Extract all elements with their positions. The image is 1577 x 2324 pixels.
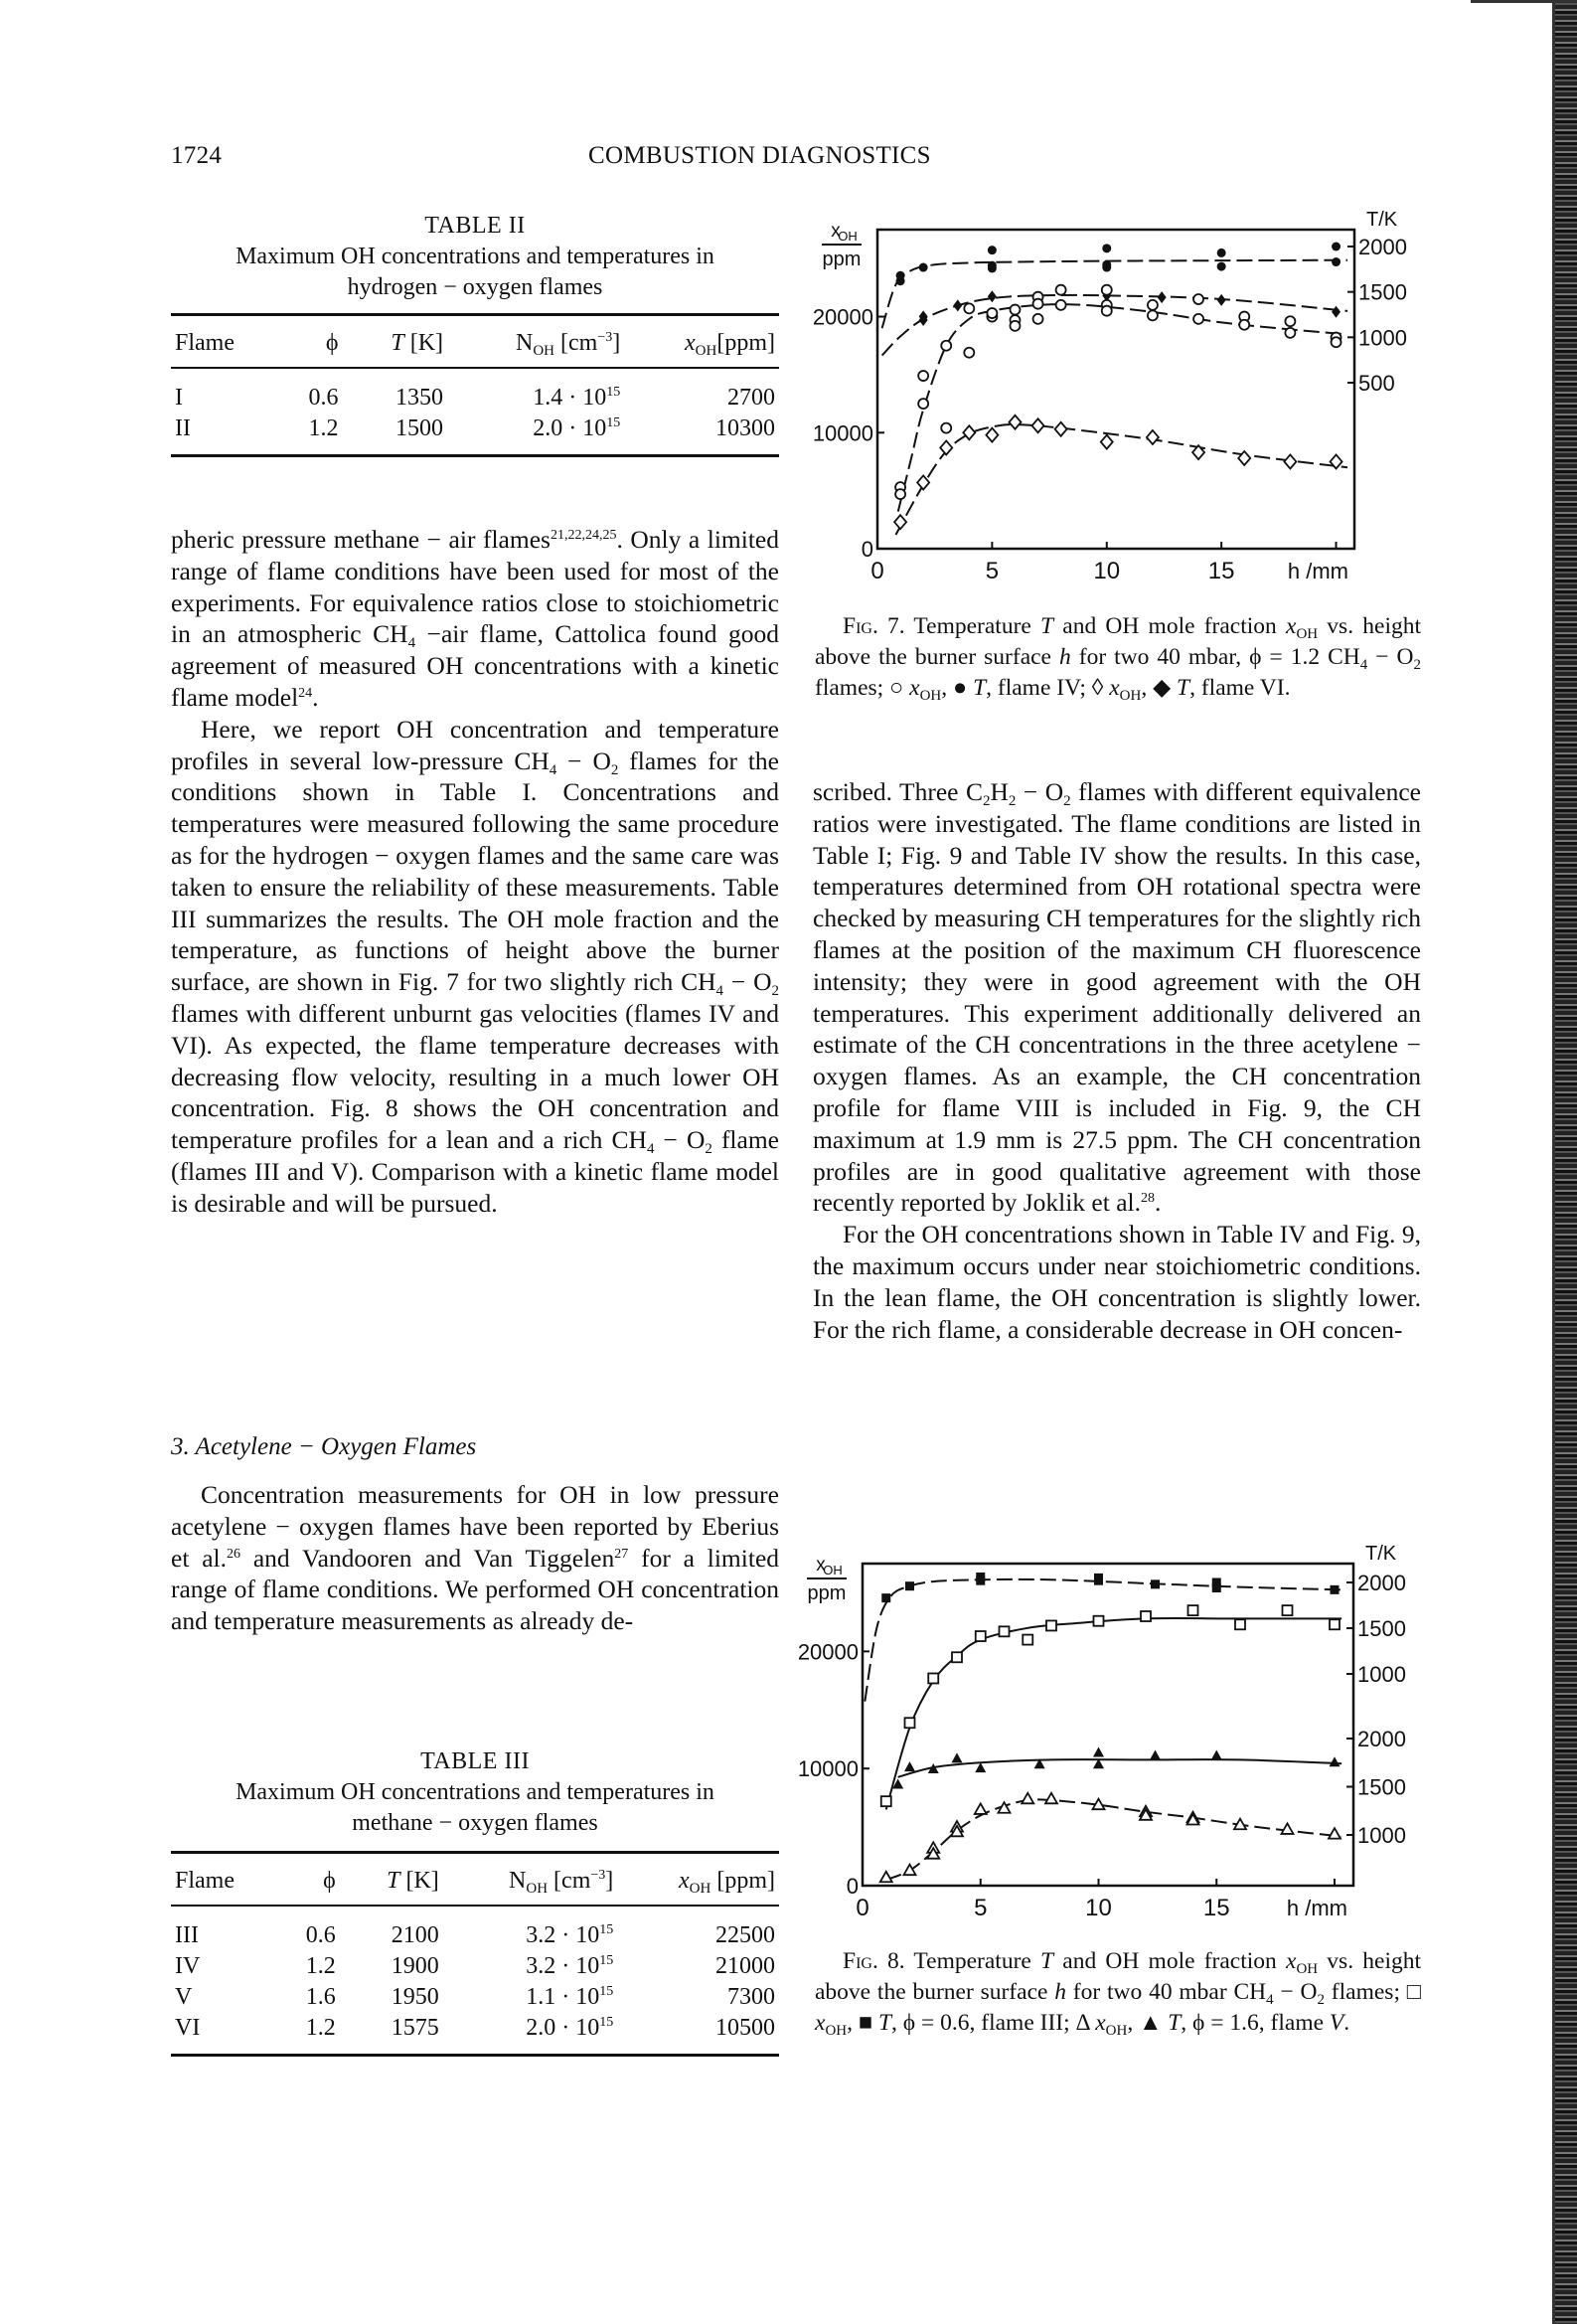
col-phi: ϕ [277,315,353,369]
open-circle-marker [1010,321,1020,331]
open-diamond-marker [963,425,975,439]
open-square-marker [1141,1611,1151,1621]
paragraph: scribed. Three $C_2H_2 - O_2$ flames with different equivalence ratios were investigated. The flame conditions are listed in Table I; Fig. 9 and Table IV show the results. In this case, temperatures determined from OH rotational spectra were checked by measuring CH temperatures for the slightly rich flames at the position of the maximum CH fluorescence intensity; they were in good agreement with the OH temperatures. This experiment additionally delivered an estimate of the CH concentrations in the three acetylene − oxygen flames. As an example, the CH concentration profile for flame VIII is included in Fig. 9, the CH maximum at 1.9 mm is 27.5 ppm. The CH concentration profiles are in good qualitative agreement with those recently reported by Joklik et al.$^{28}$. [813,777,1421,1218]
x-tick-label: 15 [1202,1895,1230,1921]
open-circle-marker [987,308,997,318]
open-triangle-marker [1329,1828,1340,1839]
y2-axis-label: T/K [1365,1543,1397,1565]
table-iii-label: TABLE III [420,1748,530,1774]
open-circle-marker [1148,310,1158,320]
filled-diamond-marker [1158,291,1167,303]
table-ii-grid [171,313,779,457]
open-square-marker [1283,1605,1293,1615]
y-tick-label: 20000 [797,1639,859,1665]
fit-curve [886,1799,1341,1880]
cell-x-oh: 7300 [727,1984,775,2010]
cell-temperature: 1500 [353,414,448,456]
open-triangle-marker [1045,1793,1057,1804]
filled-circle-marker [988,246,997,254]
open-diamond-marker [1284,454,1296,468]
y-tick-label: 0 [861,537,873,562]
x-tick-label: 10 [1085,1895,1112,1921]
series-x-oh-flame-vi [894,415,1347,535]
table-iii [171,1746,779,2057]
y2-tick-label: 1500 [1357,1616,1406,1641]
open-diamond-marker [940,440,952,454]
open-circle-marker [1033,314,1043,324]
open-diamond-marker [1032,418,1044,432]
table-row [171,368,779,414]
cell-n-oh: $1.4 \cdot 10^{15}$ [533,385,621,411]
table-ii-label: TABLE II [424,213,526,239]
cell-temperature: 1950 [391,1984,439,2010]
open-square-marker [1000,1626,1010,1636]
cell-x-oh: 22500 [715,1922,775,1948]
open-circle-marker [1285,328,1295,338]
cell-phi: 1.2 [305,1953,336,1979]
cell-temperature: 2100 [391,1922,439,1948]
cell-phi: 1.6 [305,1984,336,2010]
open-circle-marker [1193,294,1203,304]
col-flame: Flame [171,315,277,369]
open-circle-marker [1056,300,1066,310]
filled-triangle-marker [1211,1749,1222,1759]
scan-top-edge [1471,0,1577,3]
open-circle-marker [941,341,951,351]
open-diamond-marker [1101,435,1113,449]
filled-diamond-marker [988,290,997,302]
figure-8-caption: Fig. 8. Temperature T and OH mole fraction $x_{OH}$ vs. height above the burner surface h for two 40 mbar $CH_4 - O_2$ flames; □ $x_{OH}$, ■ T, ϕ = 0.6, flame III; Δ $x_{OH}$, ▲ T, ϕ = 1.6, flame V. [815,1948,1422,2039]
open-circle-marker [1010,305,1020,315]
filled-diamond-marker [1332,306,1340,318]
open-circle-marker [1148,300,1158,310]
x-tick-label: 10 [1093,558,1121,584]
y2-tick-label: 2000 [1357,1571,1406,1595]
cell-flame: IV [175,1953,201,1979]
table-iii-title-line1: Maximum OH concentrations and temperatures in [236,1779,714,1805]
col-temperature: T [K] [353,315,448,369]
open-square-marker [952,1652,962,1662]
x-tick-label: 5 [985,558,1000,584]
table-iii-title-line2: methane − oxygen flames [352,1810,598,1836]
filled-circle-marker [1217,249,1226,257]
open-triangle-marker [904,1865,916,1876]
open-circle-marker [964,348,974,358]
open-square-marker [905,1718,915,1728]
series-x-oh-flame-iv [895,285,1342,512]
cell-n-oh: $2.0 \cdot 10^{15}$ [447,414,624,456]
open-circle-marker [1285,316,1295,326]
open-circle-marker [1102,285,1112,295]
paragraph: Here, we report OH concentration and temperature profiles in several low-pressure $CH_4 - O_2$ flames for the conditions shown in Table I. Concentrations and temperatures were measured following the same procedure as for the hydrogen − oxygen flames and the same care was taken to ensure the reliability of these measurements. Table III summarizes the results. The OH mole fraction and the temperature, as functions of height above the burner surface, are shown in Fig. 7 for two slightly rich $CH_4 - O_2$ flames with different unburnt gas velocities (flames IV and VI). As expected, the flame temperature decreases with decreasing flow velocity, resulting in a much lower OH concentration. Fig. 8 shows the OH concentration and temperature profiles for a lean and a rich $CH_4 - O_2$ flame (flames III and V). Comparison with a kinetic flame model is desirable and will be pursued. [171,714,780,1218]
open-square-marker [1094,1616,1104,1626]
filled-diamond-marker [953,299,962,311]
y2-tick-label: 1000 [1357,1662,1406,1687]
y-tick-label: 20000 [812,304,873,330]
y-axis-label-bottom: ppm [807,1582,847,1604]
open-square-marker [881,1796,891,1806]
y-tick-label: 10000 [812,420,873,446]
x-tick-label: 15 [1207,558,1235,584]
col-x-oh: $x_{OH}$ [ppm] [617,1853,779,1907]
col-n-oh: $N_{OH}$ $[cm^{-3}]$ [443,1853,617,1907]
x-tick-label: 5 [974,1895,988,1921]
open-diamond-marker [1055,422,1067,436]
fit-curve [898,1759,1342,1777]
filled-circle-marker [1217,262,1226,271]
open-circle-marker [1102,306,1112,316]
y2-tick-label: 2000 [1358,235,1407,259]
open-triangle-marker [1282,1823,1294,1834]
col-temperature: T [K] [350,1853,443,1907]
cell-x-oh: 10300 [624,414,779,456]
table-row [171,2013,779,2056]
open-triangle-marker [975,1803,987,1814]
filled-circle-marker [1332,243,1340,251]
series-t-flame-v [892,1747,1341,1789]
table-ii [171,211,779,457]
running-head-title: COMBUSTION DIAGNOSTICS [588,142,931,169]
page-number: 1724 [171,142,223,169]
cell-n-oh: $2.0 \cdot 10^{15}$ [443,2013,617,2056]
filled-square-marker [1331,1585,1340,1594]
open-square-marker [1023,1635,1032,1645]
y-axis-label-top: x [816,1555,826,1576]
series-x-oh-flame-iii [881,1605,1341,1809]
open-circle-marker [941,423,951,433]
filled-triangle-marker [952,1752,963,1762]
open-circle-marker [1332,337,1341,347]
filled-circle-marker [988,263,997,272]
filled-triangle-marker [1093,1747,1104,1757]
filled-square-marker [976,1577,985,1585]
paragraph: For the OH concentrations shown in Table IV and Fig. 9, the maximum occurs under near stoichiometric conditions. In the lean flame, the OH concentration is slightly lower. For the rich flame, a considerable decrease in OH concen- [813,1220,1421,1344]
plot-frame [877,230,1354,549]
open-square-marker [928,1673,938,1683]
open-diamond-marker [1009,415,1021,429]
cell-n-oh: $3.2 \cdot 10^{15}$ [526,1953,614,1979]
x-tick-label: 0 [870,558,884,584]
table-ii-title-line2: hydrogen − oxygen flames [347,274,603,300]
cell-n-oh: $3.2 \cdot 10^{15}$ [526,1922,614,1948]
table-row [171,414,779,456]
figure-7-chart [795,199,1471,596]
open-circle-marker [918,371,928,381]
y-tick-label: 10000 [797,1756,859,1782]
open-diamond-marker [894,515,906,529]
table-ii-caption [171,211,779,303]
open-circle-marker [1193,314,1203,324]
y-axis-label-sub: OH [838,229,858,244]
fit-curve [882,260,1347,329]
col-x-oh: $x_{OH}[ppm]$ [624,315,779,369]
filled-square-marker [1094,1577,1103,1585]
open-triangle-marker [1022,1793,1033,1804]
filled-diamond-marker [1217,294,1226,306]
cell-temperature: 1575 [350,2013,443,2056]
y2-tick-label: 500 [1358,371,1395,396]
open-square-marker [1188,1605,1198,1615]
filled-square-marker [1151,1579,1160,1588]
cell-phi: 0.6 [308,385,339,411]
filled-circle-marker [1102,263,1111,272]
figure-8-chart [795,1531,1471,1928]
open-circle-marker [1033,299,1043,309]
y2-tick-label: 2000 [1357,1727,1406,1751]
open-square-marker [1330,1619,1340,1629]
open-circle-marker [918,399,928,409]
series-t-flame-iv [882,243,1347,329]
series-x-oh-flame-v [880,1793,1341,1882]
cell-flame: VI [171,2013,275,2056]
y2-axis-label: T/K [1366,209,1398,231]
filled-triangle-marker [975,1762,986,1772]
y-axis-label-bottom: ppm [822,249,862,270]
cell-flame: V [175,1984,193,2010]
open-circle-marker [964,303,974,313]
x-axis-label: h /mm [1286,1896,1347,1920]
left-column-text-section3 [171,1479,779,1637]
x-axis-label: h /mm [1287,559,1348,583]
y2-tick-label: 1500 [1358,279,1407,305]
fit-curve [895,424,1347,535]
table-row [171,1906,779,1951]
col-flame: Flame [171,1853,275,1907]
open-triangle-marker [880,1872,892,1883]
y-axis-label-top: x [831,221,841,242]
open-circle-marker [895,489,905,499]
col-n-oh: $N_{OH}$ $[cm^{-3}]$ [447,315,624,369]
filled-circle-marker [896,271,905,280]
cell-x-oh: 2700 [727,385,775,411]
x-tick-label: 0 [856,1895,869,1921]
table-iii-grid [171,1851,779,2057]
open-circle-marker [1056,285,1066,295]
filled-square-marker [881,1593,890,1602]
cell-temperature: 1900 [391,1953,439,1979]
cell-phi: 1.2 [275,2013,349,2056]
cell-n-oh: $1.1 \cdot 10^{15}$ [526,1984,614,2010]
cell-phi: 0.6 [305,1922,336,1948]
open-diamond-marker [986,428,998,442]
table-row [171,1982,779,2013]
cell-phi: 1.2 [277,414,353,456]
scan-edge-shadow [1555,0,1577,2324]
filled-square-marker [1212,1583,1221,1592]
open-diamond-marker [1147,430,1159,444]
filled-circle-marker [1102,244,1111,252]
filled-circle-marker [919,263,928,272]
section-heading: 3. Acetylene − Oxygen Flames [171,1433,477,1460]
filled-triangle-marker [1330,1756,1340,1766]
table-header-row [171,1853,779,1907]
filled-triangle-marker [904,1761,915,1771]
table-header-row [171,315,779,369]
cell-x-oh: 10500 [617,2013,779,2056]
plot-frame [863,1564,1353,1886]
paragraph: pheric pressure methane − air flames$^{21,22,24,25}$. Only a limited range of flame conditions have been used for most of the experiments. For equivalence ratios close to stoichiometric in an atmospheric $CH_4 -air$ flame, Cattolica found good agreement of measured OH concentrations with a kinetic flame model$^{24}$. [171,525,779,712]
figure-7-caption: Fig. 7. Temperature T and OH mole fraction $x_{OH}$ vs. height above the burner surface h for two 40 mbar, ϕ = 1.2 $CH_4 - O_2$ flames; ○ $x_{OH}$, ● T, flame IV; ◊ $x_{OH}$, ◆ T, flame VI. [815,613,1422,704]
y2-tick-label: 1000 [1357,1823,1406,1848]
open-square-marker [1046,1620,1056,1630]
open-square-marker [1235,1619,1245,1629]
right-column-text [813,776,1421,1345]
cell-flame: I [175,385,183,411]
cell-flame: II [171,414,277,456]
cell-temperature: 1350 [395,385,444,411]
y-axis-label-sub: OH [823,1563,843,1577]
open-square-marker [976,1631,986,1641]
y2-tick-label: 1000 [1358,325,1407,351]
fit-curve [886,1618,1341,1809]
cell-x-oh: 21000 [715,1953,775,1979]
cell-flame: III [175,1922,199,1948]
col-phi: ϕ [275,1853,349,1907]
fit-curve [898,304,1343,512]
left-column-text [171,524,779,1220]
y-tick-label: 0 [846,1874,859,1899]
filled-circle-marker [1332,257,1340,266]
open-diamond-marker [917,475,929,489]
filled-triangle-marker [1150,1749,1161,1759]
filled-square-marker [905,1581,914,1590]
open-circle-marker [1239,320,1249,330]
table-iii-caption [171,1746,779,1839]
y2-tick-label: 1500 [1357,1774,1406,1800]
table-row [171,1951,779,1982]
table-ii-title-line1: Maximum OH concentrations and temperatures in [236,244,714,269]
paragraph: Concentration measurements for OH in low pressure acetylene − oxygen flames have been reported by Eberius et al.$^{26}$ and Vandooren and Van Tiggelen$^{27}$ for a limited range of flame conditions. We performed OH concentration and temperature measurements as already de- [171,1480,780,1636]
